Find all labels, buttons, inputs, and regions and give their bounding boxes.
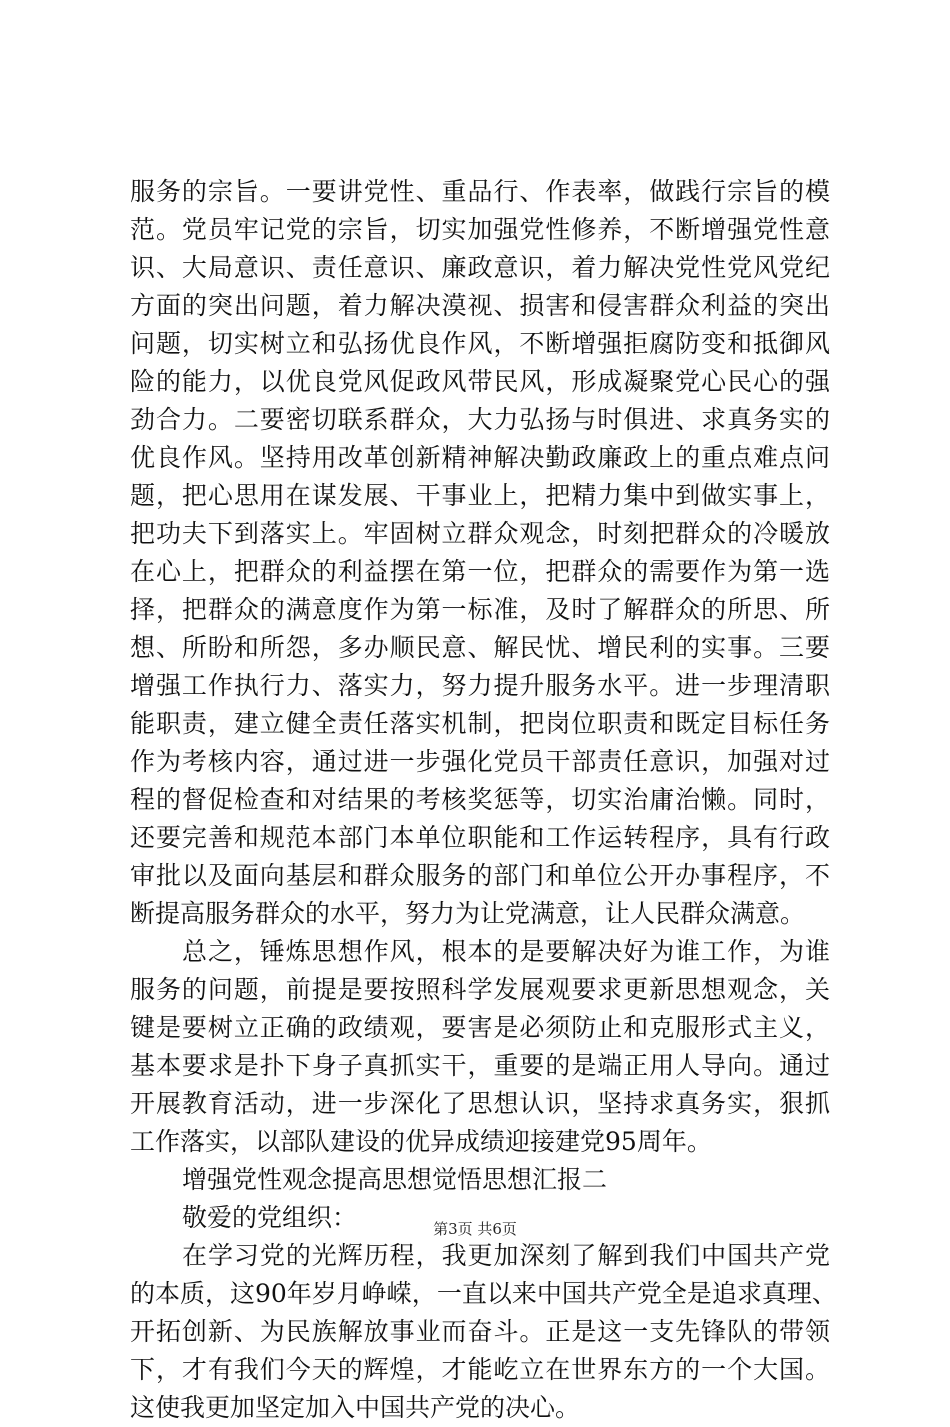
text-line: 作为考核内容，通过进一步强化党员干部责任意识，加强对过 <box>130 747 830 776</box>
text-line: 范。党员牢记党的宗旨，切实加强党性修养，不断增强党性意 <box>130 215 830 244</box>
text-line: 键是要树立正确的政绩观，要害是必须防止和克服形式主义， <box>130 1013 830 1042</box>
text-line: 审批以及面向基层和群众服务的部门和单位公开办事程序，不 <box>130 861 830 890</box>
text-line: 问题，切实树立和弘扬优良作风，不断增强拒腐防变和抵御风 <box>130 329 830 358</box>
text-line: 增强工作执行力、落实力，努力提升服务水平。进一步理清职 <box>130 671 830 700</box>
text-line: 把功夫下到落实上。牢固树立群众观念，时刻把群众的冷暖放 <box>130 519 830 548</box>
paragraph-start-line: 总之，锤炼思想作风，根本的是要解决好为谁工作，为谁 <box>182 937 830 966</box>
text-line: 程的督促检查和对结果的考核奖惩等，切实治庸治懒。同时， <box>130 785 830 814</box>
text-line: 方面的突出问题，着力解决漠视、损害和侵害群众利益的突出 <box>130 291 830 320</box>
text-line: 险的能力，以优良党风促政风带民风，形成凝聚党心民心的强 <box>130 367 830 396</box>
page-number-footer: 第3页 共6页 <box>433 1220 517 1238</box>
text-line: 优良作风。坚持用改革创新精神解决勤政廉政上的重点难点问 <box>130 443 830 472</box>
text-line: 还要完善和规范本部门本单位职能和工作运转程序，具有行政 <box>130 823 830 852</box>
paragraph-start-line: 在学习党的光辉历程，我更加深刻了解到我们中国共产党 <box>182 1241 830 1270</box>
text-line: 题，把心思用在谋发展、干事业上，把精力集中到做实事上， <box>130 481 830 510</box>
text-line: 能职责，建立健全责任落实机制，把岗位职责和既定目标任务 <box>130 709 830 738</box>
text-line: 在心上，把群众的利益摆在第一位，把群众的需要作为第一选 <box>130 557 830 586</box>
text-line: 工作落实，以部队建设的优异成绩迎接建党95周年。 <box>130 1127 712 1156</box>
text-line: 想、所盼和所怨，多办顺民意、解民忧、增民利的实事。三要 <box>130 633 830 662</box>
text-line: 服务的问题，前提是要按照科学发展观要求更新思想观念，关 <box>130 975 830 1004</box>
text-line: 开展教育活动，进一步深化了思想认识，坚持求真务实，狠抓 <box>130 1089 830 1118</box>
text-line: 下，才有我们今天的辉煌，才能屹立在世界东方的一个大国。 <box>130 1355 830 1384</box>
section-heading: 增强党性观念提高思想觉悟思想汇报二 <box>182 1165 608 1194</box>
text-line: 这使我更加坚定加入中国共产党的决心。 <box>130 1393 581 1422</box>
text-line: 断提高服务群众的水平，努力为让党满意，让人民群众满意。 <box>130 899 806 928</box>
text-line: 识、大局意识、责任意识、廉政意识，着力解决党性党风党纪 <box>130 253 830 282</box>
text-line: 择，把群众的满意度作为第一标准，及时了解群众的所思、所 <box>130 595 830 624</box>
text-line: 劲合力。二要密切联系群众，大力弘扬与时俱进、求真务实的 <box>130 405 830 434</box>
text-line: 开拓创新、为民族解放事业而奋斗。正是这一支先锋队的带领 <box>130 1317 830 1346</box>
salutation: 敬爱的党组织： <box>182 1203 358 1232</box>
text-line: 基本要求是扑下身子真抓实干，重要的是端正用人导向。通过 <box>130 1051 830 1080</box>
text-line: 服务的宗旨。一要讲党性、重品行、作表率，做践行宗旨的模 <box>130 177 830 206</box>
text-line: 的本质，这90年岁月峥嵘，一直以来中国共产党全是追求真理、 <box>130 1279 837 1308</box>
